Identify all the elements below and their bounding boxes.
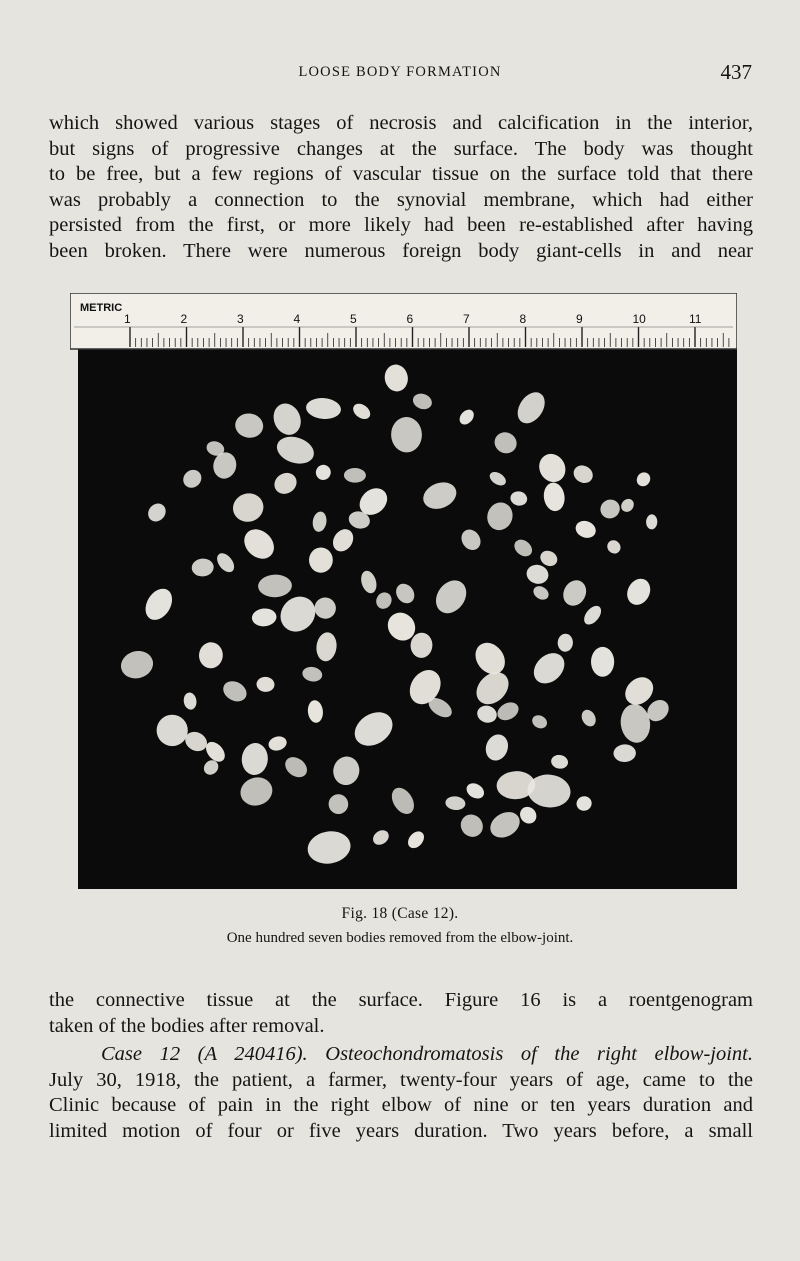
case-title: Osteochondromatosis of the right elbow-joint. bbox=[325, 1043, 753, 1065]
text-line: persisted from the first, or more likely had been re-established after having bbox=[49, 214, 753, 236]
ruler-number: 5 bbox=[350, 312, 357, 326]
ruler-number: 3 bbox=[237, 312, 244, 326]
ruler-number: 8 bbox=[519, 312, 527, 326]
figure-caption-label bbox=[48, 905, 752, 923]
text-line: which showed various stages of necrosis and calcification in the interior, bbox=[49, 112, 753, 134]
case-label: Case 12 (A 240416). bbox=[101, 1043, 308, 1065]
ruler-number: 7 bbox=[463, 312, 470, 326]
ruler-number: 4 bbox=[293, 312, 301, 326]
paragraph-top bbox=[49, 111, 753, 264]
page-number: 437 bbox=[720, 60, 752, 84]
figure-image bbox=[70, 293, 737, 889]
ruler-label: METRIC bbox=[80, 302, 123, 314]
text-line: July 30, 1918, the patient, a farmer, twenty-four years of age, came to the bbox=[49, 1068, 753, 1091]
text-line: was probably a connection to the synovial membrane, which had either bbox=[49, 188, 753, 211]
text-line: the connective tissue at the surface. Figure 16 is a roentgenogram bbox=[49, 989, 753, 1011]
paragraph-mid bbox=[49, 988, 753, 1039]
figure-photograph bbox=[70, 293, 737, 889]
text-line: limited motion of four or five years duration. Two years before, a small bbox=[49, 1119, 753, 1142]
running-title: LOOSE BODY FORMATION bbox=[298, 64, 502, 80]
text-line: to be free, but a few regions of vascular tissue on the surface told that there bbox=[49, 163, 753, 185]
paragraph-case bbox=[49, 1042, 753, 1144]
ruler-number: 6 bbox=[406, 312, 414, 326]
ruler-number: 10 bbox=[632, 312, 646, 326]
case-heading bbox=[49, 1042, 753, 1068]
text-line: been broken. There were numerous foreign body giant-cells in and near bbox=[49, 239, 753, 262]
text-line: but signs of progressive changes at the surface. The body was thought bbox=[49, 137, 753, 160]
ruler-number: 2 bbox=[180, 312, 188, 326]
text-line: taken of the bodies after removal. bbox=[49, 1014, 325, 1037]
ruler-number: 1 bbox=[124, 312, 131, 326]
caption-label-text: Fig. 18 (Case 12). bbox=[341, 905, 459, 922]
figure-caption-text: One hundred seven bodies removed from the elbow-joint. bbox=[226, 930, 574, 946]
loose-body bbox=[591, 647, 614, 677]
ruler-number: 9 bbox=[576, 312, 583, 326]
running-head bbox=[48, 60, 752, 88]
text-line: Clinic because of pain in the right elbow of nine or ten years duration and bbox=[49, 1094, 753, 1116]
ruler-number: 11 bbox=[689, 312, 702, 326]
